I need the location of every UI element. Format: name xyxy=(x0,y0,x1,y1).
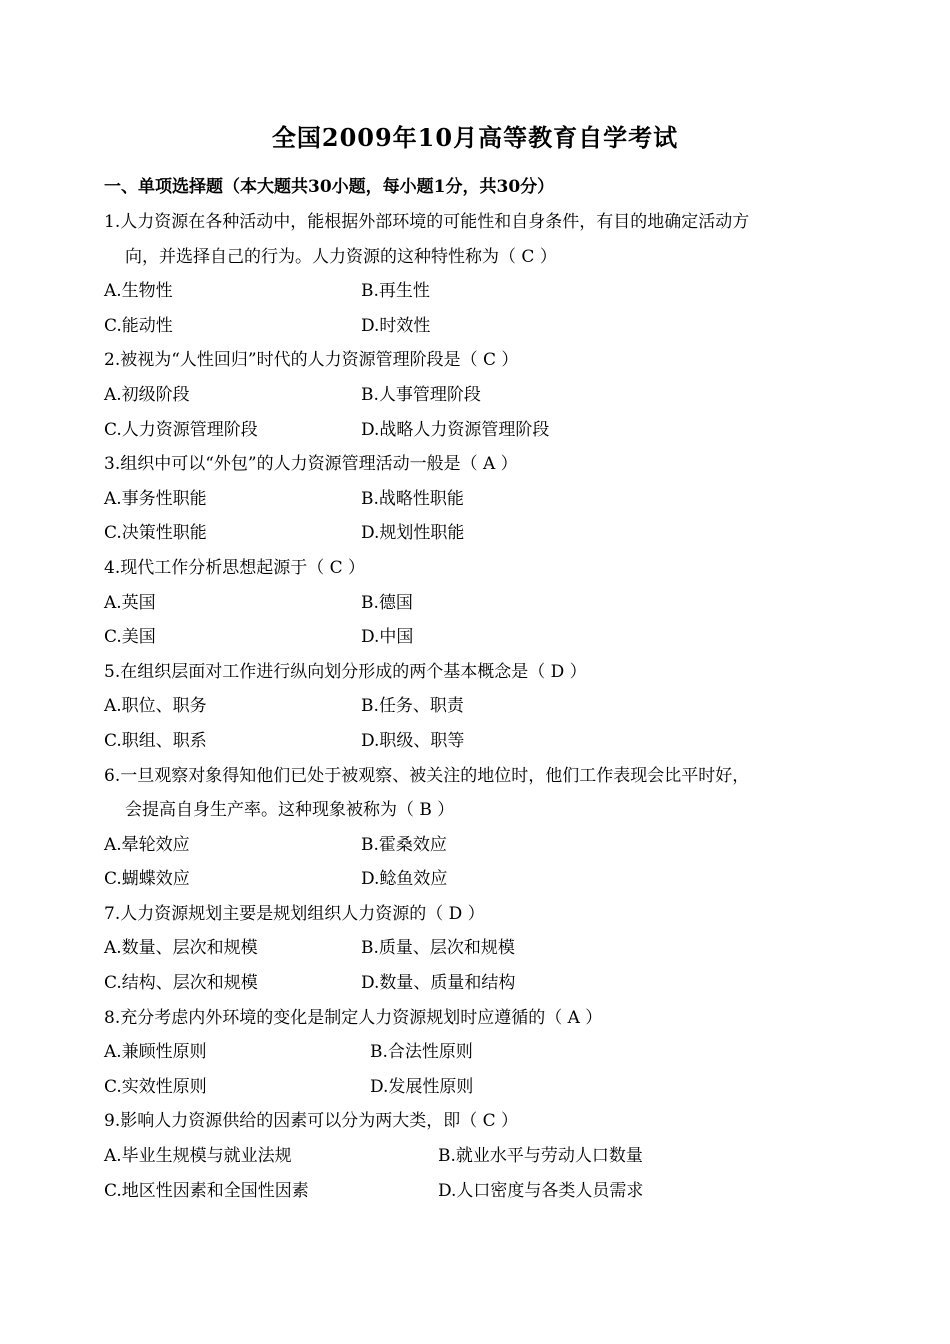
option-c: C.实效性原则 xyxy=(104,1076,207,1097)
option-a: A.事务性职能 xyxy=(104,488,207,509)
option-b: B.人事管理阶段 xyxy=(361,384,481,405)
option-row xyxy=(104,482,844,517)
question-9 xyxy=(104,1104,844,1208)
option-a: A.数量、层次和规模 xyxy=(104,938,258,959)
option-b: B.德国 xyxy=(361,592,413,613)
option-a: A.兼顾性原则 xyxy=(104,1042,207,1063)
question-list xyxy=(104,205,844,1208)
question-stem-line: 会提高自身生产率。这种现象被称为（ B ） xyxy=(125,800,455,821)
option-d: D.鲶鱼效应 xyxy=(361,869,448,890)
question-stem-line: 4.现代工作分析思想起源于（ C ） xyxy=(104,557,366,578)
option-d: D.战略人力资源管理阶段 xyxy=(361,419,550,440)
question-stem-line: 6.一旦观察对象得知他们已处于被观察、被关注的地位时，他们工作表现会比平时好， xyxy=(104,765,750,786)
question-1 xyxy=(104,205,844,343)
option-row xyxy=(104,620,844,655)
option-c: C.能动性 xyxy=(104,315,173,336)
question-7 xyxy=(104,897,844,1001)
option-b: B.就业水平与劳动人口数量 xyxy=(438,1146,643,1167)
option-b: B.霍桑效应 xyxy=(361,834,447,855)
question-stem-line: 向，并选择自己的行为。人力资源的这种特性称为（ C ） xyxy=(125,246,557,267)
option-c: C.地区性因素和全国性因素 xyxy=(104,1180,309,1201)
question-stem-line: 1.人力资源在各种活动中，能根据外部环境的可能性和自身条件，有目的地确定活动方 xyxy=(104,212,750,232)
option-c: C.人力资源管理阶段 xyxy=(104,419,258,440)
option-c: C.决策性职能 xyxy=(104,523,207,544)
option-d: D.职级、职等 xyxy=(361,730,465,751)
option-b: B.战略性职能 xyxy=(361,488,464,509)
option-a: A.英国 xyxy=(104,592,156,613)
question-stem-line: 9.影响人力资源供给的因素可以分为两大类，即（ C ） xyxy=(104,1111,519,1132)
option-d: D.中国 xyxy=(361,627,414,648)
option-c: C.蝴蝶效应 xyxy=(104,869,190,890)
option-d: D.时效性 xyxy=(361,315,431,336)
option-row xyxy=(104,966,844,1001)
option-row xyxy=(104,1035,844,1070)
option-row xyxy=(104,724,844,759)
question-stem-line: 2.被视为“人性回归”时代的人力资源管理阶段是（ C ） xyxy=(104,350,519,371)
option-c: C.职组、职系 xyxy=(104,730,207,751)
question-2 xyxy=(104,343,844,447)
option-row xyxy=(104,1174,844,1209)
option-row xyxy=(104,862,844,897)
option-row xyxy=(104,586,844,621)
document-title: 全国2009年10月高等教育自学考试 xyxy=(271,123,679,152)
option-d: D.数量、质量和结构 xyxy=(361,973,516,994)
option-row xyxy=(104,413,844,448)
option-b: B.合法性原则 xyxy=(370,1042,473,1063)
option-a: A.晕轮效应 xyxy=(104,834,190,855)
option-a: A.毕业生规模与就业法规 xyxy=(104,1146,292,1167)
option-row xyxy=(104,309,844,344)
option-c: C.结构、层次和规模 xyxy=(104,973,258,994)
question-4 xyxy=(104,551,844,655)
option-b: B.再生性 xyxy=(361,281,430,302)
option-d: D.人口密度与各类人员需求 xyxy=(438,1180,644,1201)
question-stem-line: 3.组织中可以“外包”的人力资源管理活动一般是（ A ） xyxy=(104,454,518,475)
question-stem-line: 5.在组织层面对工作进行纵向划分形成的两个基本概念是（ D ） xyxy=(104,661,587,682)
section-heading: 一、单项选择题（本大题共30小题，每小题1分，共30分） xyxy=(104,177,555,197)
option-a: A.职位、职务 xyxy=(104,696,207,717)
question-6 xyxy=(104,759,844,897)
option-row xyxy=(104,689,844,724)
option-b: B.任务、职责 xyxy=(361,696,464,717)
option-row xyxy=(104,378,844,413)
option-row xyxy=(104,516,844,551)
option-d: D.发展性原则 xyxy=(370,1076,474,1097)
option-row xyxy=(104,931,844,966)
option-d: D.规划性职能 xyxy=(361,523,465,544)
option-row xyxy=(104,1139,844,1174)
question-stem-line: 8.充分考虑内外环境的变化是制定人力资源规划时应遵循的（ A ） xyxy=(104,1007,603,1028)
question-5 xyxy=(104,655,844,759)
option-a: A.生物性 xyxy=(104,281,173,302)
question-8 xyxy=(104,1001,844,1105)
question-stem-line: 7.人力资源规划主要是规划组织人力资源的（ D ） xyxy=(104,903,485,924)
option-a: A.初级阶段 xyxy=(104,384,190,405)
option-row xyxy=(104,1070,844,1105)
question-3 xyxy=(104,447,844,551)
option-b: B.质量、层次和规模 xyxy=(361,938,515,959)
option-row xyxy=(104,828,844,863)
option-row xyxy=(104,274,844,309)
option-c: C.美国 xyxy=(104,627,156,648)
